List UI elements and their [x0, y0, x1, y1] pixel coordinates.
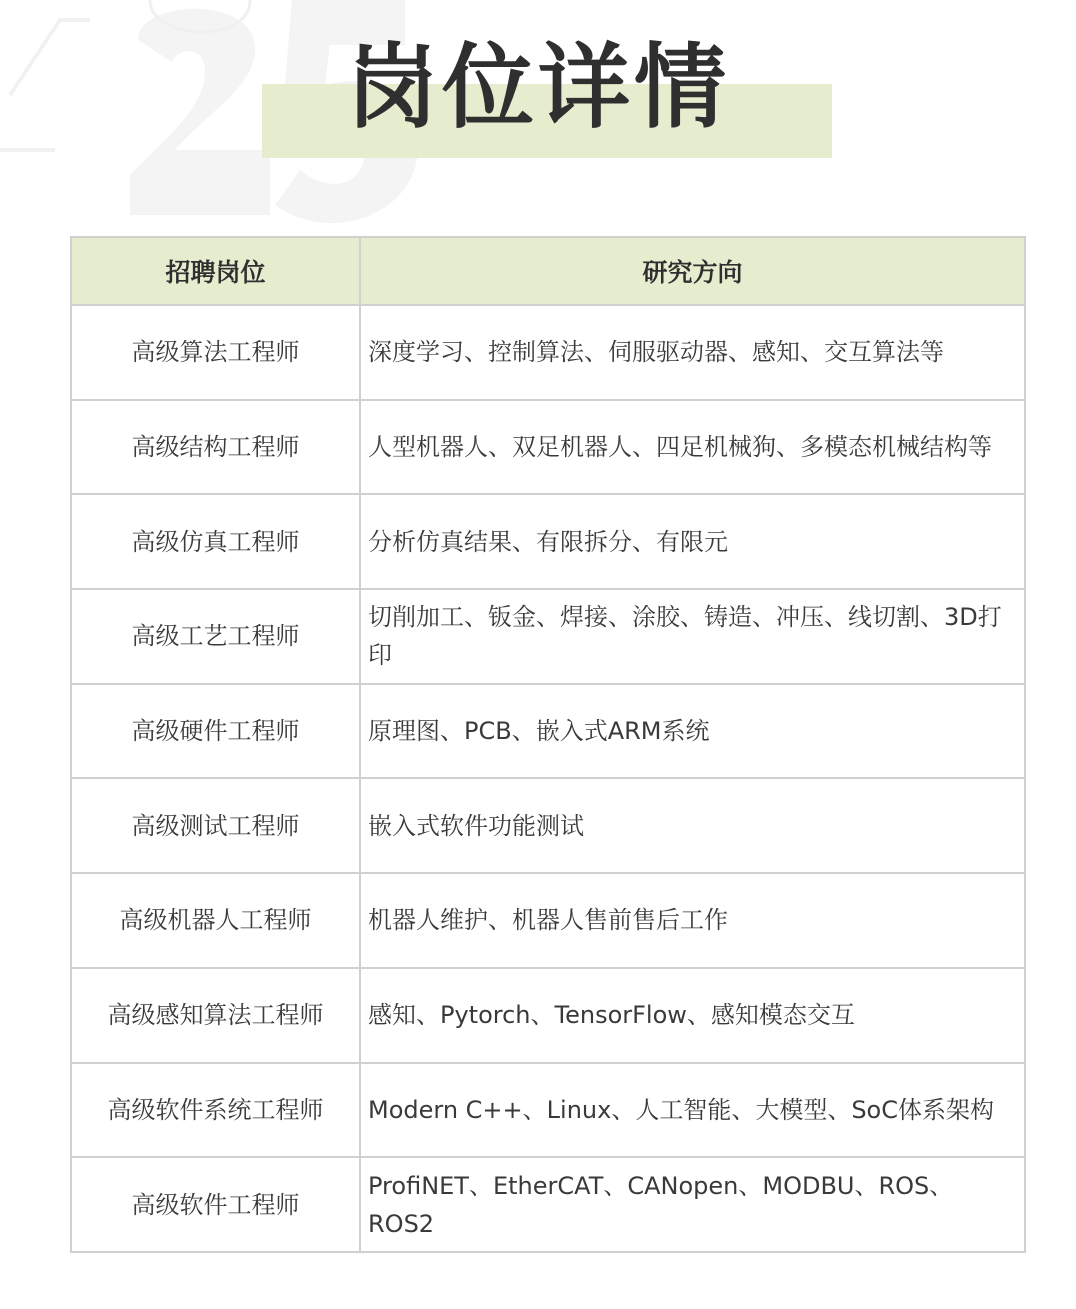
- direction-cell: 原理图、PCB、嵌入式ARM系统: [360, 684, 1025, 779]
- position-cell: 高级硬件工程师: [71, 684, 360, 779]
- direction-cell: 分析仿真结果、有限拆分、有限元: [360, 494, 1025, 589]
- table-row: [71, 494, 1025, 589]
- direction-cell: 机器人维护、机器人售前售后工作: [360, 873, 1025, 968]
- position-cell: 高级软件系统工程师: [71, 1063, 360, 1158]
- table-row: [71, 400, 1025, 495]
- position-cell: 高级测试工程师: [71, 778, 360, 873]
- page-title: 岗位详情: [345, 34, 730, 141]
- position-cell: 高级工艺工程师: [71, 589, 360, 684]
- table-row: [71, 1063, 1025, 1158]
- position-cell: 高级仿真工程师: [71, 494, 360, 589]
- table-row: [71, 778, 1025, 873]
- direction-cell: ProfiNET、EtherCAT、CANopen、MODBU、ROS、ROS2: [360, 1157, 1025, 1252]
- jobs-table: [70, 236, 1026, 1253]
- table-row: [71, 305, 1025, 400]
- table-header-row: [71, 237, 1025, 305]
- table-row: [71, 1157, 1025, 1252]
- table-row: [71, 684, 1025, 779]
- header-direction: 研究方向: [360, 237, 1025, 305]
- direction-cell: 感知、Pytorch、TensorFlow、感知模态交互: [360, 968, 1025, 1063]
- position-cell: 高级结构工程师: [71, 400, 360, 495]
- position-cell: 高级算法工程师: [71, 305, 360, 400]
- position-cell: 高级软件工程师: [71, 1157, 360, 1252]
- position-cell: 高级机器人工程师: [71, 873, 360, 968]
- direction-cell: 深度学习、控制算法、伺服驱动器、感知、交互算法等: [360, 305, 1025, 400]
- table-row: [71, 873, 1025, 968]
- table-row: [71, 968, 1025, 1063]
- position-cell: 高级感知算法工程师: [71, 968, 360, 1063]
- table-row: [71, 589, 1025, 684]
- direction-cell: 嵌入式软件功能测试: [360, 778, 1025, 873]
- direction-cell: 切削加工、钣金、焊接、涂胶、铸造、冲压、线切割、3D打印: [360, 589, 1025, 684]
- direction-cell: Modern C++、Linux、人工智能、大模型、SoC体系架构: [360, 1063, 1025, 1158]
- header-position: 招聘岗位: [71, 237, 360, 305]
- direction-cell: 人型机器人、双足机器人、四足机械狗、多模态机械结构等: [360, 400, 1025, 495]
